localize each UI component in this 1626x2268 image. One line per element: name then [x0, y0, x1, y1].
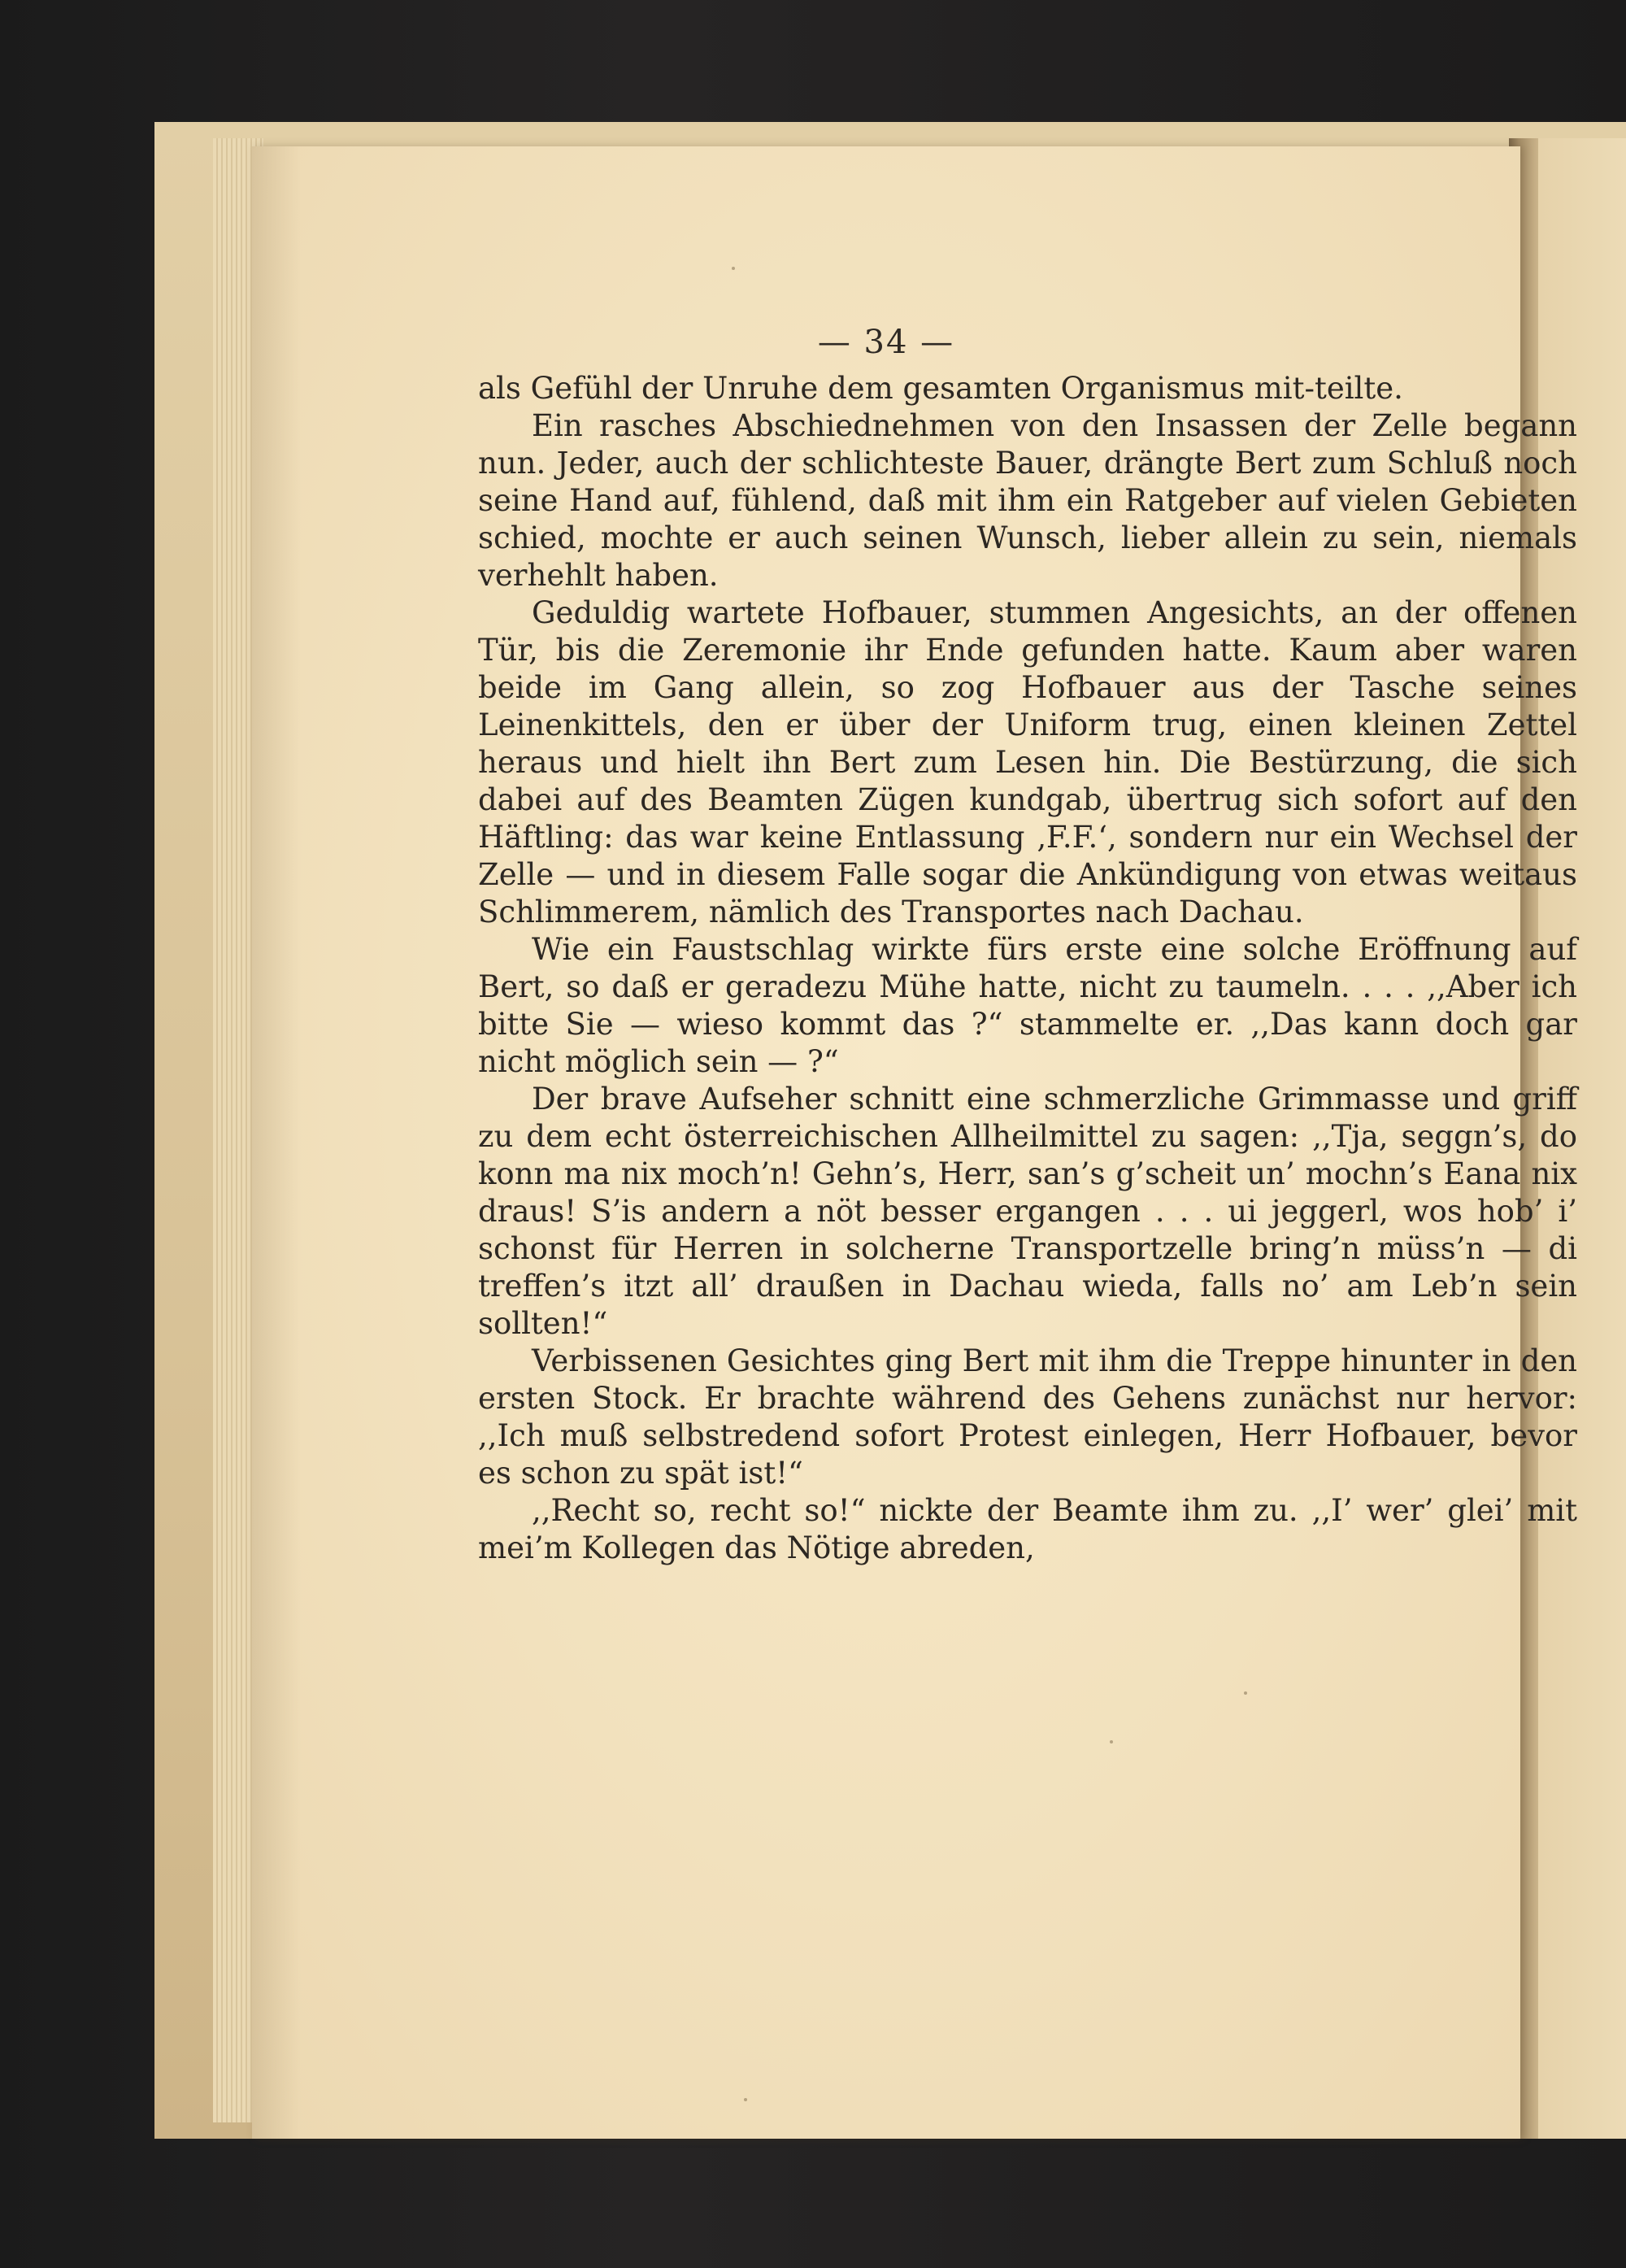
paragraph: Ein rasches Abschiednehmen von den Insassen der Zelle begann nun. Jeder, auch der schlichteste Bauer, drängte Bert zum Schluß noch seine Hand auf, fühlend, daß mit ihm ein Ratgeber auf vielen Gebieten schied, mochte er auch seinen Wunsch, lieber allein zu sein, niemals verhehlt haben. — [478, 408, 1577, 593]
page-text — [478, 370, 1577, 1567]
paragraph-continuation: als Gefühl der Unruhe dem gesamten Organismus mit-teilte. — [478, 371, 1403, 406]
paragraph: Verbissenen Gesichtes ging Bert mit ihm die Treppe hinunter in den ersten Stock. Er brachte während des Gehens zunächst nur hervor: ,,Ich muß selbstredend sofort Protest einlegen, Herr Hofbauer, bevor es schon zu spät ist!“ — [478, 1343, 1577, 1491]
paragraph: Wie ein Faustschlag wirkte fürs erste eine solche Eröffnung auf Bert, so daß er geradezu Mühe hatte, nicht zu taumeln. . . . ,,Aber ich bitte Sie — wieso kommt das ?“ stammelte er. ,,Das kann doch gar nicht möglich sein — ?“ — [478, 932, 1577, 1079]
paragraph: Geduldig wartete Hofbauer, stummen Angesichts, an der offenen Tür, bis die Zeremonie ihr Ende gefunden hatte. Kaum aber waren beide im Gang allein, so zog Hofbauer aus der Tasche seines Leinenkittels, den er über der Uniform trug, einen kleinen Zettel heraus und hielt ihn Bert zum Lesen hin. Die Bestürzung, die sich dabei auf des Beamten Zügen kundgab, übertrug sich sofort auf den Häftling: das war keine Entlassung ‚F.F.‘, sondern nur ein Wechsel der Zelle — und in diesem Falle sogar die Ankündigung von etwas weitaus Schlimmerem, nämlich des Transportes nach Dachau. — [478, 595, 1577, 929]
page-number: — 34 — — [817, 324, 955, 361]
paragraph: Der brave Aufseher schnitt eine schmerzliche Grimmasse und griff zu dem echt österreichischen Allheilmittel zu sagen: ,,Tja, seggn’s, do konn ma nix moch’n! Gehn’s, Herr, san’s g’scheit un’ mochn’s Eana nix draus! S’is andern a nöt besser ergangen . . . ui jeggerl, wos hob’ i’ schonst für Herren in solcherne Transportzelle bring’n müss’n — di treffen’s itzt all’ draußen in Dachau wieda, falls no’ am Leb’n sein sollten!“ — [478, 1082, 1577, 1341]
paragraph: ,,Recht so, recht so!“ nickte der Beamte ihm zu. ,,I’ wer’ glei’ mit mei’m Kollegen das Nötige abreden, — [478, 1493, 1577, 1565]
book-page — [252, 146, 1577, 2139]
